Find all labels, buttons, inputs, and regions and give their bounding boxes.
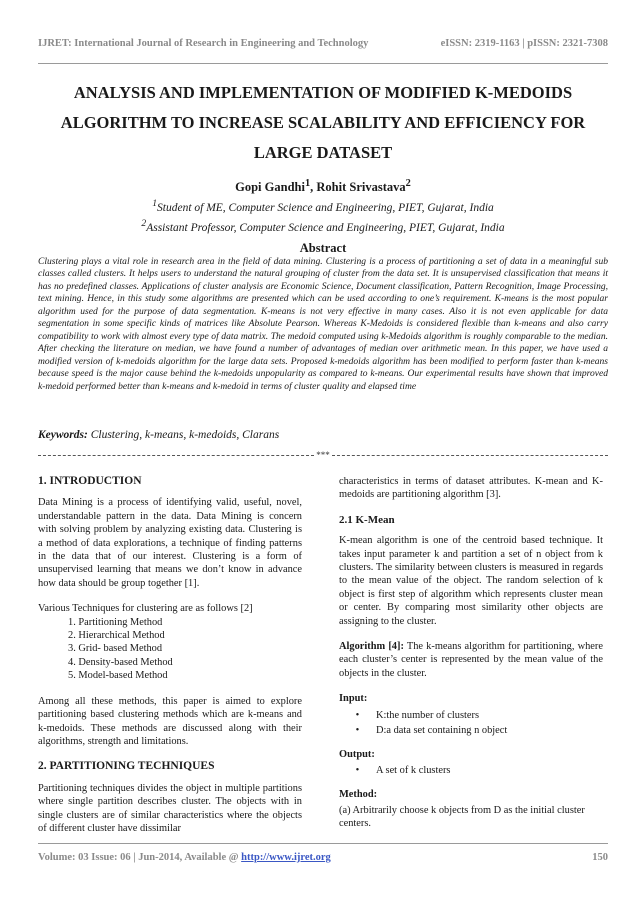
- author-sup: 2: [405, 178, 411, 189]
- affiliation: [38, 196, 608, 216]
- algorithm-paragraph: [339, 640, 603, 680]
- list-item-text: A set of k clusters: [376, 765, 451, 777]
- title-line: LARGE DATASET: [253, 143, 393, 162]
- method-label: Method:: [339, 789, 378, 801]
- bullet-icon: •: [355, 709, 360, 721]
- list-item: 3. Grid- based Method: [68, 643, 163, 655]
- affiliation-sup: 1: [152, 198, 158, 209]
- footer-info: [38, 852, 331, 863]
- paragraph: Among all these methods, this paper is aimed to explore partitioning based clustering methods which are k-means and k-medoids. These methods are discussed along with their algorithms, strength and limitations.: [38, 695, 302, 747]
- bullet-icon: •: [355, 765, 360, 777]
- author-sup: 1: [304, 178, 311, 189]
- algorithm-text: The k-means algorithm for partitioning, where each cluster’s center is represented by the mean value of the objects in the cluster.: [339, 641, 603, 679]
- right-column: [339, 475, 603, 830]
- list-item: [339, 723, 603, 738]
- title-line: ANALYSIS AND IMPLEMENTATION OF MODIFIED K-MEDOIDS: [73, 83, 573, 102]
- paragraph: Various Techniques for clustering are as follows [2]: [38, 603, 253, 615]
- subsection-heading: 2.1 K-Mean: [339, 513, 395, 526]
- title-line: ALGORITHM TO INCREASE SCALABILITY AND EFFICIENCY FOR: [60, 113, 586, 132]
- list-item-text: D:a data set containing n object: [376, 724, 508, 736]
- author-name: Gopi Gandhi: [235, 180, 305, 195]
- section-heading: 1. INTRODUCTION: [38, 475, 142, 487]
- abstract-text: Clustering plays a vital role in research area in the field of data mining. Clustering is a process of partitioning a set of data in a meaningful sub classes called clusters. It helps users to understand the natural grouping of cluster from the data set. It is unsupervised classification that means it has no predefined classes. Applications of cluster analysis are Economic Science, Document classification, Pattern Recognition, Image Processing, text mining. Hence, in this study some algorithms are presented which can be used according to one’s requirement. K-means is the most popular algorithm used for the purpose of data segmentation. K-means is not very effective in many cases. Also it is not even applicable for data segmentation in some specific kinds of matrices like Absolute Pearson. Whereas K-Medoids is considered flexible than k-means and also carry compatibility to work with almost every type of data matrix. The medoid computed using k-Medoids algorithm is roughly comparable to the median. After checking the literature on median, we have found a number of advantages of median over arithmetic mean. In this paper, we have used a modified version of k-medoids algorithm for the large data sets. Proposed k-medoids algorithm has been modified to perform faster than k-means because speed is the major cause behind the k-medoids unpopularity as compared to k-means. Our experimental results have shown that improved k-medoid performed better than k-means and k-medoid in terms of cluster quality and elapsed time: [38, 256, 608, 392]
- list-item: [339, 708, 603, 723]
- list-item: 1. Partitioning Method: [68, 616, 163, 628]
- divider-dash: [332, 455, 608, 456]
- paragraph: K-mean algorithm is one of the centroid based technique. It takes input parameter k and partition a set of n object from k clusters. The similarity between clusters is measured in regards to the mean value of the object. The random selection of k object is first step of algorithm which represents cluster mean or center. By comparing most similarity other objects are assigning to the cluster.: [339, 535, 603, 627]
- input-label: Input:: [339, 693, 368, 705]
- divider-stars: ***: [316, 450, 330, 460]
- bullet-icon: •: [355, 724, 360, 736]
- paragraph: characteristics in terms of dataset attributes. K-mean and K-medoids are partitioning algorithm [3].: [339, 476, 603, 501]
- keywords-text: Clustering, k-means, k-medoids, Clarans: [90, 429, 280, 441]
- divider-dash: [38, 455, 314, 456]
- paragraph: Data Mining is a process of identifying valid, useful, novel, understandable pattern in the data. Data Mining is concern with solving problem by analyzing existing data. Clustering is a method of data explorations, a technique of finding patterns in the data that of our interest. Clustering is a form of unsupervised learning that means we don’t know in advance how data should be group together [1].: [38, 497, 302, 589]
- output-label: Output:: [339, 748, 375, 760]
- footer-rule: [38, 843, 608, 844]
- page-header: [38, 38, 608, 49]
- affiliation-sup: 2: [141, 217, 147, 229]
- output-list: [339, 763, 603, 778]
- list-item: 2. Hierarchical Method: [68, 630, 165, 642]
- paper-title: [38, 78, 608, 168]
- list-item-text: K:the number of clusters: [376, 709, 480, 721]
- techniques-list: [68, 616, 302, 683]
- left-column: [38, 475, 302, 847]
- list-item: 5. Model-based Method: [68, 670, 168, 682]
- list-item: 4. Density-based Method: [68, 656, 173, 668]
- method-step: (a) Arbitrarily choose k objects from D as the initial cluster centers.: [339, 804, 585, 829]
- list-item: [339, 763, 603, 778]
- page-footer: [38, 852, 608, 863]
- affiliation-text: Assistant Professor, Computer Science and Engineering, PIET, Gujarat, India: [146, 221, 505, 234]
- keywords-label: Keywords:: [38, 429, 88, 441]
- section-divider: [38, 450, 608, 460]
- header-rule: [38, 63, 608, 64]
- input-list: [339, 708, 603, 738]
- journal-link[interactable]: http://www.ijret.org: [241, 852, 331, 863]
- keywords: [38, 429, 608, 441]
- affiliation: [38, 216, 608, 236]
- affiliation-text: Student of ME, Computer Science and Engineering, PIET, Gujarat, India: [157, 201, 494, 214]
- footer-volume: Volume: 03 Issue: 06 | Jun-2014, Available @: [38, 852, 242, 863]
- section-heading: 2. PARTITIONING TECHNIQUES: [38, 760, 215, 773]
- paragraph: Partitioning techniques divides the object in multiple partitions where single partition describes cluster. The objects with in single clusters are of similar characteristics where the objects of different cluster have dissimilar: [38, 782, 302, 834]
- affiliations: [38, 196, 608, 236]
- author-list: [38, 178, 608, 195]
- issn-info: eISSN: 2319-1163 | pISSN: 2321-7308: [440, 38, 608, 49]
- author-name: Rohit Srivastava: [316, 180, 406, 195]
- journal-name: IJRET: International Journal of Research in Engineering and Technology: [38, 38, 369, 49]
- author-separator: ,: [310, 180, 317, 195]
- page-number: 150: [592, 852, 608, 863]
- algorithm-label: Algorithm [4]:: [339, 641, 404, 653]
- abstract-heading: Abstract: [299, 241, 347, 255]
